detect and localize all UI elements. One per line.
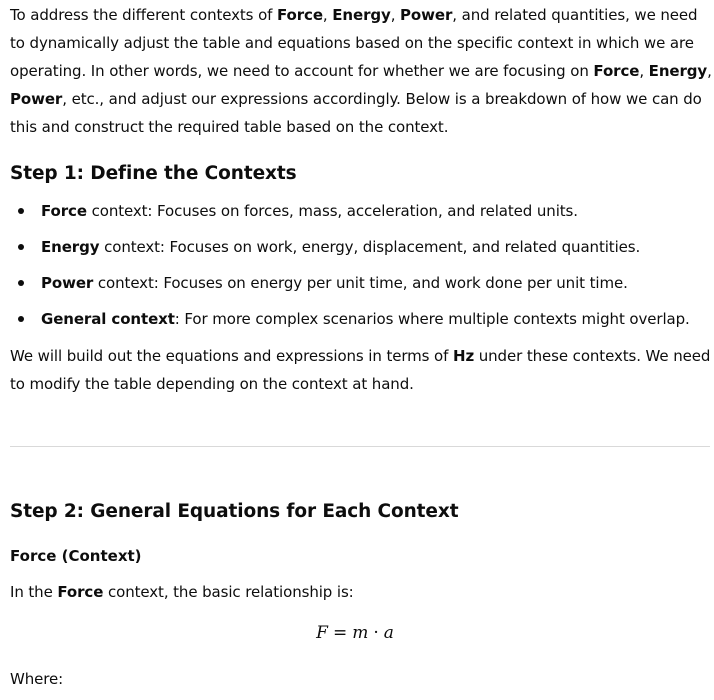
intro-text: ,: [639, 62, 649, 80]
intro-text: , etc., and adjust our expressions accordingly. Below is a breakdown of how we can do this and construct the required table based on the context.: [10, 90, 702, 136]
force-intro-text: context, the basic relationship is:: [103, 583, 354, 601]
list-item: [10, 234, 710, 260]
equation-acceleration-symbol: a: [383, 623, 394, 643]
force-equation: [0, 618, 710, 648]
list-item-text: context: Focuses on forces, mass, acceleration, and related units.: [86, 202, 578, 220]
force-intro-paragraph: [10, 578, 710, 606]
equation-force-symbol: F: [316, 623, 328, 643]
intro-text: ,: [707, 62, 712, 80]
intro-bold-force: Force: [593, 62, 640, 80]
equation-dot-operator: ·: [373, 623, 379, 643]
hz-bold: Hz: [452, 347, 475, 365]
step2-heading: Step 2: General Equations for Each Context: [10, 501, 459, 522]
hz-text: under these contexts. We need to modify the table depending on the context at hand.: [10, 347, 711, 393]
list-item-text: : For more complex scenarios where multiple contexts might overlap.: [174, 310, 690, 328]
intro-bold-force: Force: [277, 6, 323, 24]
where-label: Where:: [10, 670, 64, 688]
hz-paragraph: [10, 342, 714, 398]
force-intro-text: In the: [10, 583, 58, 601]
section-divider: [10, 446, 710, 447]
list-item-bold: Energy: [41, 238, 100, 256]
equation-mass-symbol: m: [352, 623, 369, 643]
intro-text: To address the different contexts of: [10, 6, 277, 24]
intro-text: , and related quantities, we need to dynamically adjust the table and equations based on the specific context in which we are operating. In other words, we need to account for whether we are focusing on: [10, 6, 698, 80]
force-context-heading: Force (Context): [10, 547, 142, 565]
list-item-text: context: Focuses on work, energy, displacement, and related quantities.: [99, 238, 641, 256]
list-item-text: context: Focuses on energy per unit time, and work done per unit time.: [93, 274, 628, 292]
intro-text: ,: [390, 6, 401, 24]
intro-bold-power: Power: [10, 90, 63, 108]
list-item-bold: General context: [41, 310, 175, 328]
list-item-bold: Force: [41, 202, 87, 220]
contexts-list: [10, 198, 710, 332]
intro-paragraph: [10, 0, 714, 141]
list-item-bold: Power: [41, 274, 94, 292]
hz-text: We will build out the equations and expressions in terms of: [10, 347, 453, 365]
force-intro-bold: Force: [57, 583, 104, 601]
list-item: [10, 270, 710, 296]
intro-bold-energy: Energy: [648, 62, 708, 80]
intro-text: ,: [322, 6, 333, 24]
intro-bold-power: Power: [400, 6, 453, 24]
equation-equals-sign: =: [332, 623, 348, 643]
list-item: [10, 306, 710, 332]
intro-bold-energy: Energy: [332, 6, 391, 24]
step1-heading: Step 1: Define the Contexts: [10, 163, 297, 184]
list-item: [10, 198, 710, 224]
